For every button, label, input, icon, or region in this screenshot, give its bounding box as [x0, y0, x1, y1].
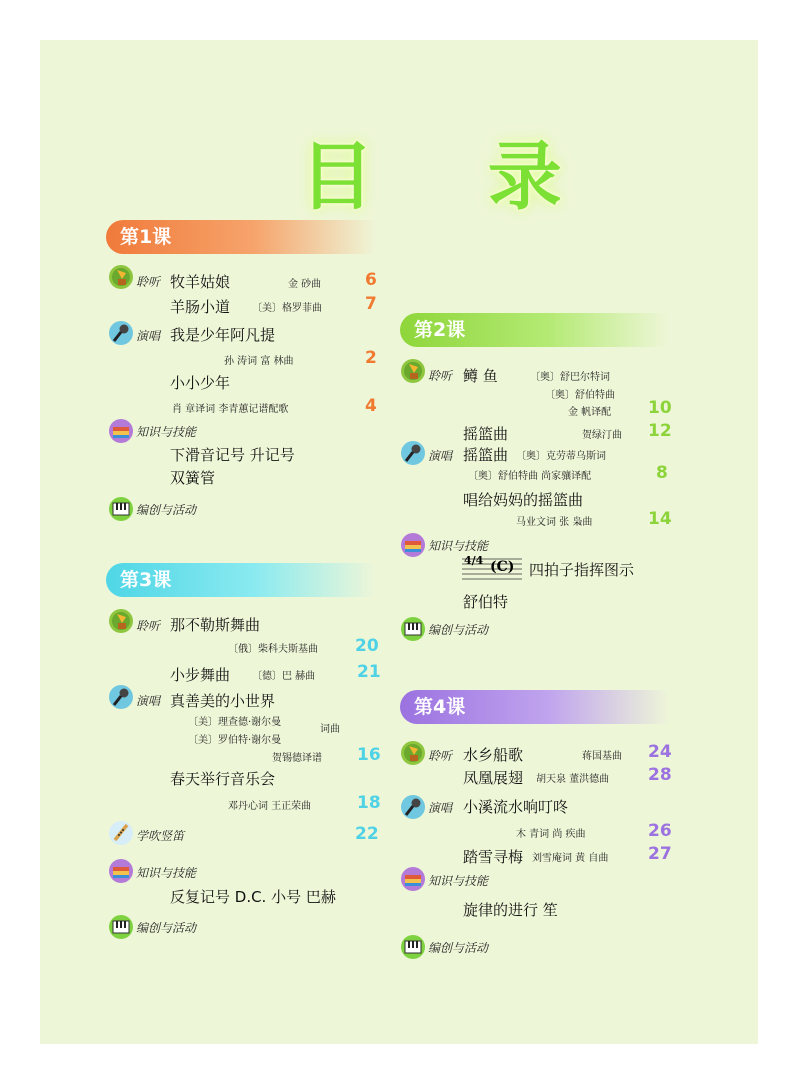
gramophone-icon	[108, 608, 134, 634]
category-create: 编创与活动	[136, 503, 197, 517]
page-xiaoxiao: 4	[365, 396, 377, 416]
title-xiaoxi[interactable]: 小溪流水响叮咚	[463, 798, 569, 816]
page-zunyu: 10	[648, 398, 672, 418]
title-yangchang[interactable]: 羊肠小道	[170, 298, 231, 316]
title-fenghuang[interactable]: 凤凰展翅	[463, 769, 524, 787]
credit-zhenshan-2: 〔美〕罗伯特·谢尔曼	[188, 735, 282, 746]
page-yangchang: 7	[365, 294, 377, 314]
piano-keys-icon	[108, 914, 134, 940]
category-listen: 聆听	[428, 749, 453, 763]
category-recorder: 学吹竖笛	[136, 829, 185, 843]
knowledge-1a[interactable]: 下滑音记号 升记号	[170, 446, 295, 464]
books-icon	[108, 858, 134, 884]
page-xiaobu: 21	[357, 662, 381, 682]
knowledge-4[interactable]: 旋律的进行 笙	[463, 901, 558, 919]
piano-keys-icon	[400, 616, 426, 642]
credit-chuntian: 邓丹心词 王正荣曲	[228, 801, 312, 812]
knowledge-3[interactable]: 反复记号 D.C. 小号 巴赫	[170, 888, 336, 906]
knowledge-2a[interactable]: 四拍子指挥图示	[529, 561, 635, 579]
credit-zhenshan-1: 〔美〕理查德·谢尔曼	[188, 717, 282, 728]
title-afanti[interactable]: 我是少年阿凡提	[170, 326, 276, 344]
credit-yaolan-2a: 〔奥〕克劳蒂乌斯词	[516, 451, 606, 462]
gramophone-icon	[400, 740, 426, 766]
gramophone-icon	[108, 264, 134, 290]
title-zunyu[interactable]: 鳟 鱼	[463, 367, 498, 385]
microphone-icon	[108, 684, 134, 710]
credit-zhenshan-3: 贺锡德译谱	[272, 753, 322, 764]
page-shuixiang: 24	[648, 742, 672, 762]
category-listen: 聆听	[136, 619, 161, 633]
credit-afanti: 孙 涛词 富 林曲	[224, 356, 294, 367]
page-afanti: 2	[365, 348, 377, 368]
category-listen: 聆听	[136, 275, 161, 289]
category-knowledge: 知识与技能	[136, 425, 197, 439]
title-yaolan-2[interactable]: 摇篮曲	[463, 446, 509, 464]
piano-keys-icon	[108, 496, 134, 522]
credit-fenghuang: 胡天泉 董洪德曲	[536, 774, 610, 785]
title-muyang[interactable]: 牧羊姑娘	[170, 273, 231, 291]
page-chuntian: 18	[357, 793, 381, 813]
category-knowledge: 知识与技能	[428, 539, 489, 553]
title-xiaobu[interactable]: 小步舞曲	[170, 666, 231, 684]
category-sing: 演唱	[136, 694, 161, 708]
knowledge-1b[interactable]: 双簧管	[170, 469, 216, 487]
title-xiaoxiao[interactable]: 小小少年	[170, 374, 231, 392]
category-knowledge: 知识与技能	[136, 866, 197, 880]
title-shuixiang[interactable]: 水乡船歌	[463, 746, 524, 764]
title-nabule[interactable]: 那不勒斯舞曲	[170, 616, 261, 634]
page-taxue: 27	[648, 844, 672, 864]
credit-xiaoxiao: 肖 章译词 李青蕙记谱配歌	[172, 404, 289, 415]
page-yaolan-2: 8	[656, 463, 668, 483]
category-sing: 演唱	[428, 801, 453, 815]
title-zhenshan[interactable]: 真善美的小世界	[170, 692, 276, 710]
page-recorder: 22	[355, 824, 379, 844]
common-time-symbol: (C)	[490, 559, 515, 575]
time-signature: 4/4	[464, 554, 484, 567]
credit-xiaobu: 〔德〕巴 赫曲	[252, 671, 316, 682]
microphone-icon	[400, 794, 426, 820]
credit-muyang: 金 砂曲	[288, 279, 322, 290]
lesson-4-banner: 第4课	[400, 690, 670, 724]
page-nabule: 20	[355, 636, 379, 656]
category-create: 编创与活动	[428, 941, 489, 955]
books-icon	[400, 532, 426, 558]
title-chuntian[interactable]: 春天举行音乐会	[170, 770, 276, 788]
credit-changgei: 马业文词 张 枭曲	[516, 517, 593, 528]
credit-xiaoxi: 木 青词 尚 疾曲	[516, 829, 586, 840]
page-zhenshan: 16	[357, 745, 381, 765]
books-icon	[400, 866, 426, 892]
title-changgei[interactable]: 唱给妈妈的摇篮曲	[463, 491, 584, 509]
category-listen: 聆听	[428, 369, 453, 383]
credit-zunyu-1: 〔奥〕舒巴尔特词	[530, 372, 610, 383]
category-sing: 演唱	[428, 449, 453, 463]
title-taxue[interactable]: 踏雪寻梅	[463, 848, 524, 866]
category-knowledge: 知识与技能	[428, 874, 489, 888]
category-sing: 演唱	[136, 329, 161, 343]
page-changgei: 14	[648, 509, 672, 529]
category-create: 编创与活动	[136, 921, 197, 935]
microphone-icon	[108, 320, 134, 346]
credit-zunyu-3: 金 帆译配	[568, 407, 612, 418]
lesson-1-banner: 第1课	[106, 220, 376, 254]
credit-zhenshan-ci: 词曲	[320, 724, 340, 735]
page-muyang: 6	[365, 270, 377, 290]
credit-taxue: 刘雪庵词 黄 自曲	[532, 853, 609, 864]
title-yaolan-1[interactable]: 摇篮曲	[463, 425, 509, 443]
page-xiaoxi: 26	[648, 821, 672, 841]
credit-zunyu-2: 〔奥〕舒伯特曲	[545, 390, 615, 401]
credit-yangchang: 〔美〕格罗菲曲	[252, 303, 322, 314]
books-icon	[108, 418, 134, 444]
gramophone-icon	[400, 358, 426, 384]
recorder-icon	[108, 820, 134, 846]
microphone-icon	[400, 440, 426, 466]
category-create: 编创与活动	[428, 623, 489, 637]
credit-nabule: 〔俄〕柴科夫斯基曲	[228, 644, 318, 655]
credit-yaolan-2b: 〔奥〕舒伯特曲 尚家骧译配	[468, 471, 592, 482]
credit-yaolan-1: 贺绿汀曲	[582, 430, 622, 441]
knowledge-2b[interactable]: 舒伯特	[463, 593, 509, 611]
lesson-2-banner: 第2课	[400, 313, 670, 347]
page-yaolan-1: 12	[648, 421, 672, 441]
credit-shuixiang: 蒋国基曲	[582, 751, 622, 762]
page-fenghuang: 28	[648, 765, 672, 785]
piano-keys-icon	[400, 934, 426, 960]
lesson-3-banner: 第3课	[106, 563, 376, 597]
page-title: 目 录	[300, 134, 606, 220]
